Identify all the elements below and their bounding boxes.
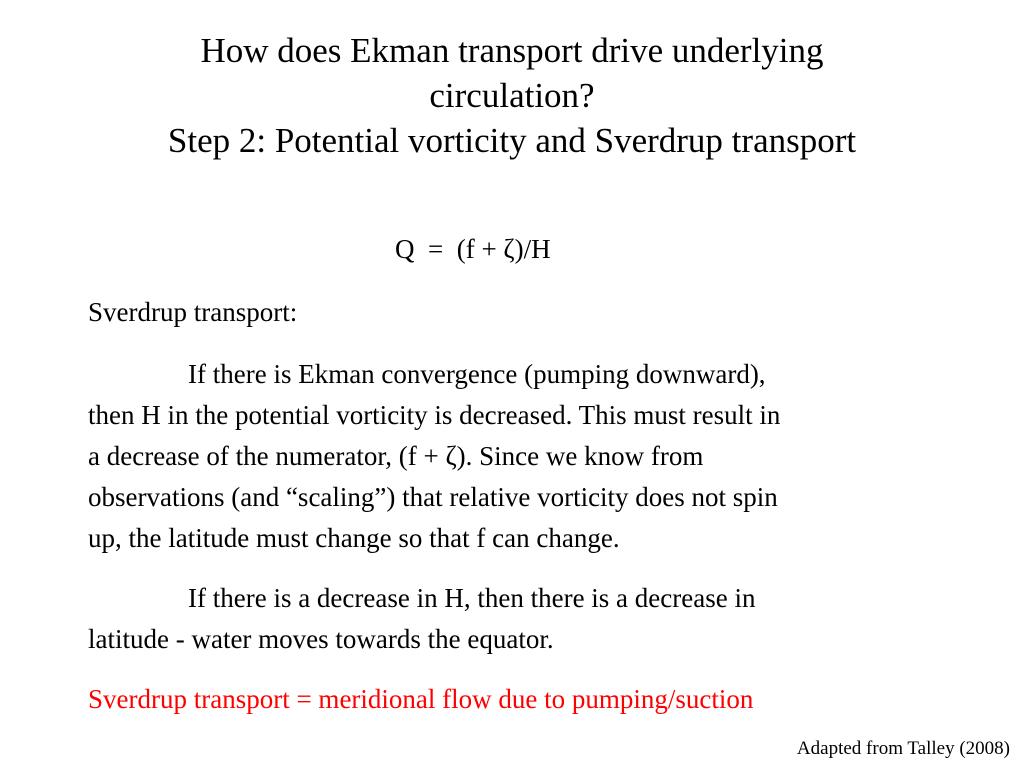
paragraph-latitude-change [88,578,988,660]
paragraph2-line-2: latitude - water moves towards the equator. [88,624,554,654]
paragraph2-line-1-text: If there is a decrease in H, then there is a decrease in [188,583,756,613]
section-heading: Sverdrup transport: [88,297,298,327]
paragraph2-line-1 [88,578,988,619]
paragraph1-line-1-text: If there is Ekman convergence (pumping downward), [188,359,766,389]
sverdrup-conclusion: Sverdrup transport = meridional flow due to pumping/suction [88,684,754,714]
title-line-2: circulation? [429,76,595,115]
title-line-1: How does Ekman transport drive underlying [200,31,824,70]
paragraph1-line-5: up, the latitude must change so that f can change. [88,523,620,553]
source-credit: Adapted from Talley (2008) [796,738,1010,759]
paragraph1-line-3: a decrease of the numerator, (f + ζ). Since we know from [88,441,704,471]
paragraph1-line-4: observations (and “scaling”) that relative vorticity does not spin [88,482,778,512]
slide-title [0,28,1024,163]
title-line-3: Step 2: Potential vorticity and Sverdrup transport [167,121,857,160]
paragraph1-line-1 [88,354,988,395]
paragraph-ekman-convergence [88,354,988,559]
paragraph1-line-2: then H in the potential vorticity is decreased. This must result in [88,400,781,430]
potential-vorticity-equation: Q = (f + ζ)/H [395,234,551,264]
